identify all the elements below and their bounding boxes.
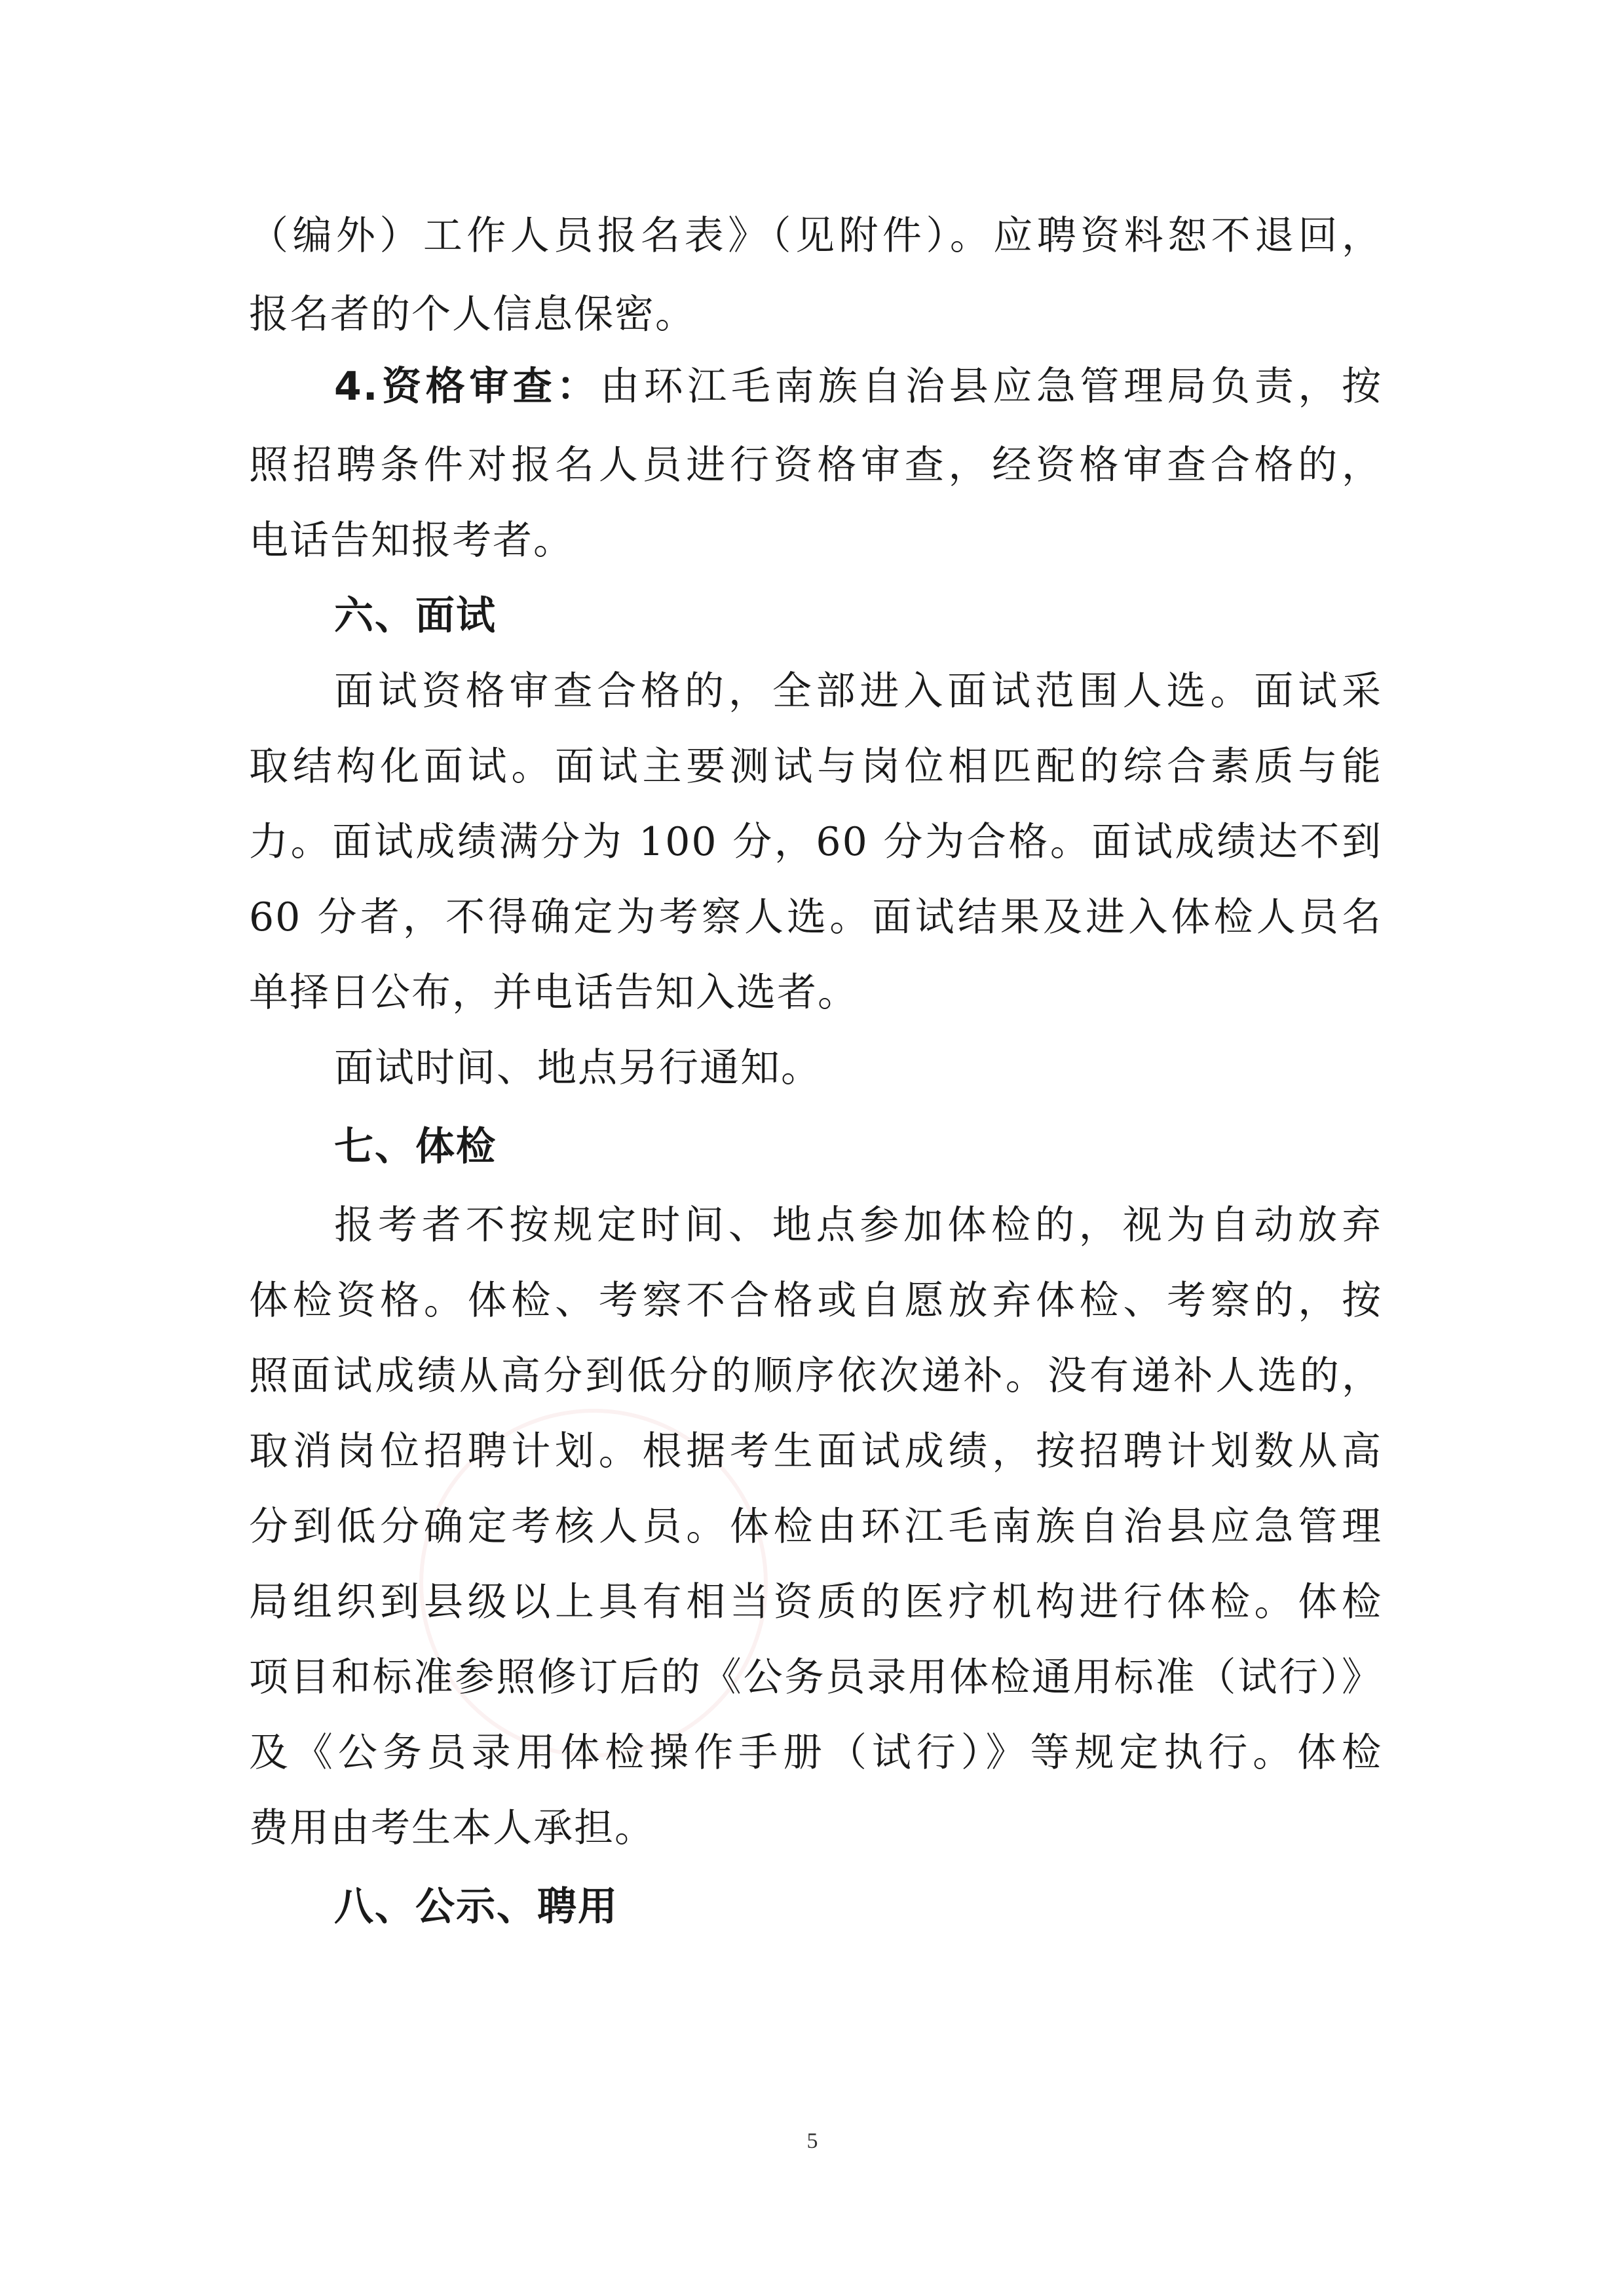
interview-line: 力。面试成绩满分为 100 分，60 分为合格。面试成绩达不到: [249, 819, 1382, 865]
qualification-line: 电话告知报考者。: [249, 518, 574, 564]
page-number: 5: [806, 2129, 818, 2153]
section-heading-interview: 六、面试: [334, 593, 497, 639]
physical-exam-line: 局组织到县级以上具有相当资质的医疗机构进行体检。体检: [249, 1579, 1382, 1625]
qualification-line: [334, 347, 1382, 426]
physical-exam-line: 取消岗位招聘计划。根据考生面试成绩，按招聘计划数从高: [249, 1428, 1382, 1474]
interview-line: 面试资格审查合格的，全部进入面试范围人选。面试采: [334, 668, 1382, 714]
qualification-label: 4.资格审查：: [334, 364, 601, 410]
physical-exam-line: 费用由考生本人承担。: [249, 1805, 655, 1851]
interview-line: 取结构化面试。面试主要测试与岗位相匹配的综合素质与能: [249, 744, 1382, 790]
physical-exam-line: 项目和标准参照修订后的《公务员录用体检通用标准（试行）》: [249, 1655, 1382, 1700]
physical-exam-line: 及《公务员录用体检操作手册（试行）》等规定执行。体检: [249, 1730, 1382, 1776]
physical-exam-line: 报考者不按规定时间、地点参加体检的，视为自动放弃: [334, 1202, 1382, 1248]
section-heading-physical-exam: 七、体检: [334, 1124, 497, 1170]
physical-exam-line: 体检资格。体检、考察不合格或自愿放弃体检、考察的，按: [249, 1278, 1382, 1324]
qualification-line: 照招聘条件对报名人员进行资格审查，经资格审查合格的，: [249, 442, 1382, 488]
section-heading-publicity-hiring: 八、公示、聘用: [334, 1884, 618, 1930]
interview-line: 单择日公布，并电话告知入选者。: [249, 970, 858, 1016]
interview-line: 60 分者，不得确定为考察人选。面试结果及进入体检人员名: [249, 894, 1382, 940]
paragraph-line: （编外）工作人员报名表》（见附件）。应聘资料恕不退回，: [249, 213, 1382, 259]
physical-exam-line: 分到低分确定考核人员。体检由环江毛南族自治县应急管理: [249, 1504, 1382, 1550]
physical-exam-line: 照面试成绩从高分到低分的顺序依次递补。没有递补人选的，: [249, 1353, 1382, 1399]
paragraph-line: 报名者的个人信息保密。: [249, 292, 696, 337]
interview-time-place: 面试时间、地点另行通知。: [334, 1045, 821, 1091]
qualification-text: 由环江毛南族自治县应急管理局负责，按: [600, 364, 1383, 410]
